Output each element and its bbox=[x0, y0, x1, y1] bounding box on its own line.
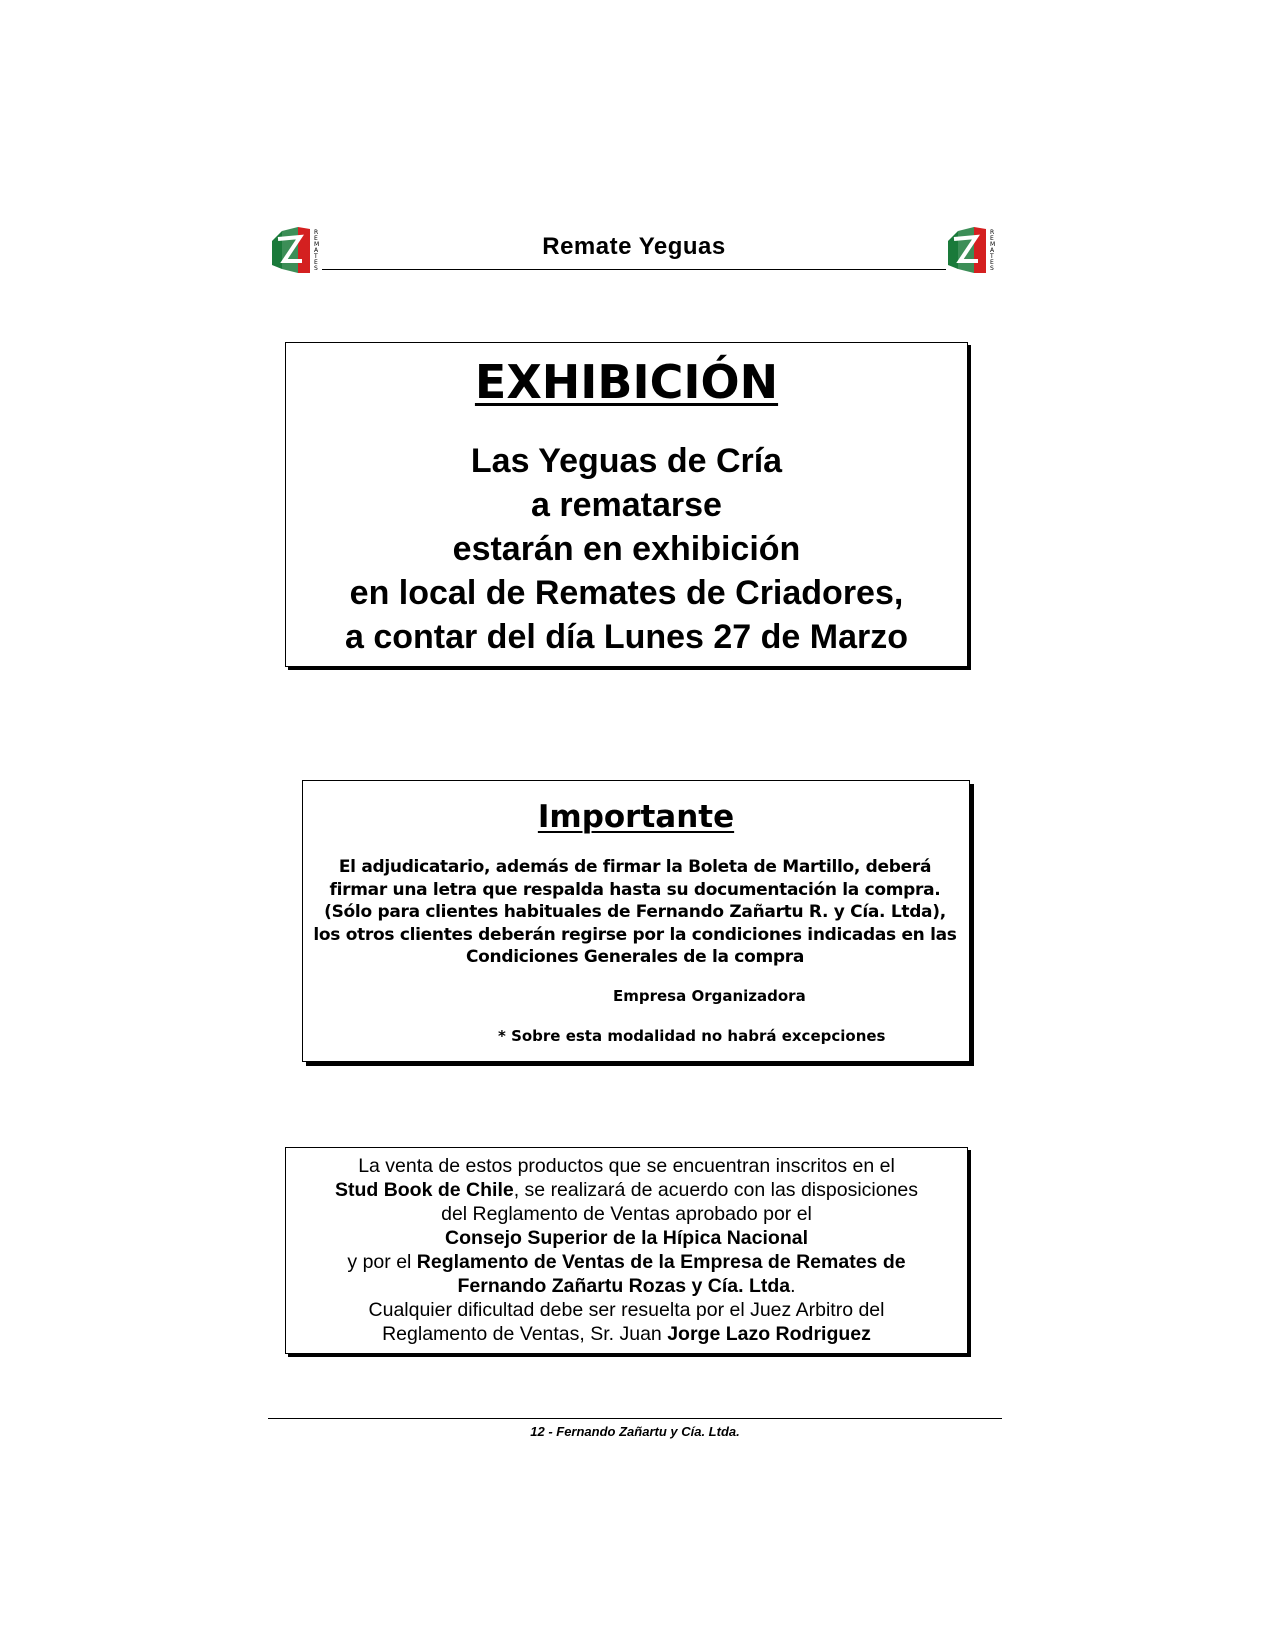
venta-line bbox=[286, 1250, 967, 1274]
venta-line bbox=[286, 1178, 967, 1202]
venta-text-l5: y por el bbox=[347, 1251, 417, 1273]
page-header bbox=[270, 225, 1000, 277]
venta-text bbox=[286, 1154, 967, 1346]
svg-text:S: S bbox=[314, 265, 318, 272]
venta-line bbox=[286, 1274, 967, 1298]
svg-text:M: M bbox=[314, 241, 320, 248]
venta-line bbox=[286, 1298, 967, 1322]
stud-book-name: Stud Book de Chile bbox=[334, 1179, 514, 1201]
importante-box bbox=[302, 780, 970, 1062]
importante-title: Importante bbox=[537, 799, 735, 835]
page-footer: 12 - Fernando Zañartu y Cía. Ltda. bbox=[530, 1424, 740, 1439]
venta-text-l2: , se realizará de acuerdo con las disposiciones bbox=[513, 1179, 919, 1201]
venta-line bbox=[286, 1154, 967, 1178]
exhibicion-line: a rematarse bbox=[531, 486, 722, 524]
svg-text:S: S bbox=[990, 265, 994, 272]
company-logo-left bbox=[270, 225, 322, 275]
venta-box bbox=[285, 1147, 968, 1354]
consejo-name: Consejo Superior de la Hípica Nacional bbox=[444, 1227, 808, 1249]
venta-text-l8: Reglamento de Ventas, Sr. Juan bbox=[382, 1323, 668, 1345]
header-title: Remate Yeguas bbox=[542, 233, 726, 260]
venta-text-l1: La venta de estos productos que se encuentran inscritos en el bbox=[358, 1155, 895, 1177]
svg-text:T: T bbox=[314, 253, 318, 260]
company-logo-right bbox=[946, 225, 998, 275]
venta-text-l3: del Reglamento de Ventas aprobado por el bbox=[441, 1203, 812, 1225]
exhibicion-line: estarán en exhibición bbox=[452, 530, 801, 568]
venta-line bbox=[286, 1226, 967, 1250]
organizer-label: Empresa Organizadora bbox=[613, 987, 806, 1005]
footer-rule bbox=[268, 1418, 1002, 1419]
svg-text:R: R bbox=[314, 229, 319, 236]
importante-line: Condiciones Generales de la compra bbox=[465, 947, 804, 967]
header-rule bbox=[322, 269, 946, 270]
importante-line: El adjudicatario, además de firmar la Boleta de Martillo, deberá bbox=[338, 857, 932, 877]
exhibicion-line: Las Yeguas de Cría bbox=[470, 442, 783, 480]
exceptions-note: * Sobre esta modalidad no habrá excepciones bbox=[498, 1027, 886, 1045]
venta-text-l6: . bbox=[790, 1275, 796, 1297]
exhibicion-line: en local de Remates de Criadores, bbox=[349, 574, 904, 612]
exhibicion-box bbox=[285, 342, 968, 667]
svg-text:A: A bbox=[314, 247, 319, 254]
venta-line bbox=[286, 1322, 967, 1346]
svg-text:E: E bbox=[314, 235, 318, 242]
exhibicion-title: EXHIBICIÓN bbox=[474, 355, 779, 409]
judge-name: Jorge Lazo Rodriguez bbox=[667, 1323, 871, 1345]
exhibicion-text bbox=[286, 439, 967, 659]
svg-text:M: M bbox=[990, 241, 996, 248]
svg-text:R: R bbox=[990, 229, 995, 236]
venta-line bbox=[286, 1202, 967, 1226]
svg-text:A: A bbox=[990, 247, 995, 254]
svg-text:E: E bbox=[314, 259, 318, 266]
svg-text:T: T bbox=[990, 253, 994, 260]
company-name: Fernando Zañartu Rozas y Cía. Ltda bbox=[457, 1275, 791, 1297]
svg-text:E: E bbox=[990, 235, 994, 242]
importante-line: firmar una letra que respalda hasta su documentación la compra. bbox=[329, 879, 941, 900]
reglamento-name: Reglamento de Ventas de la Empresa de Remates de bbox=[416, 1251, 906, 1273]
exhibicion-line: a contar del día Lunes 27 de Marzo bbox=[344, 618, 909, 656]
importante-text bbox=[309, 856, 961, 969]
importante-line: (Sólo para clientes habituales de Fernando Zañartu R. y Cía. Ltda), bbox=[324, 902, 946, 922]
importante-line: los otros clientes deberán regirse por la condiciones indicadas en las bbox=[313, 924, 957, 945]
venta-text-l7: Cualquier dificultad debe ser resuelta por el Juez Arbitro del bbox=[368, 1299, 885, 1321]
svg-text:E: E bbox=[990, 259, 994, 266]
